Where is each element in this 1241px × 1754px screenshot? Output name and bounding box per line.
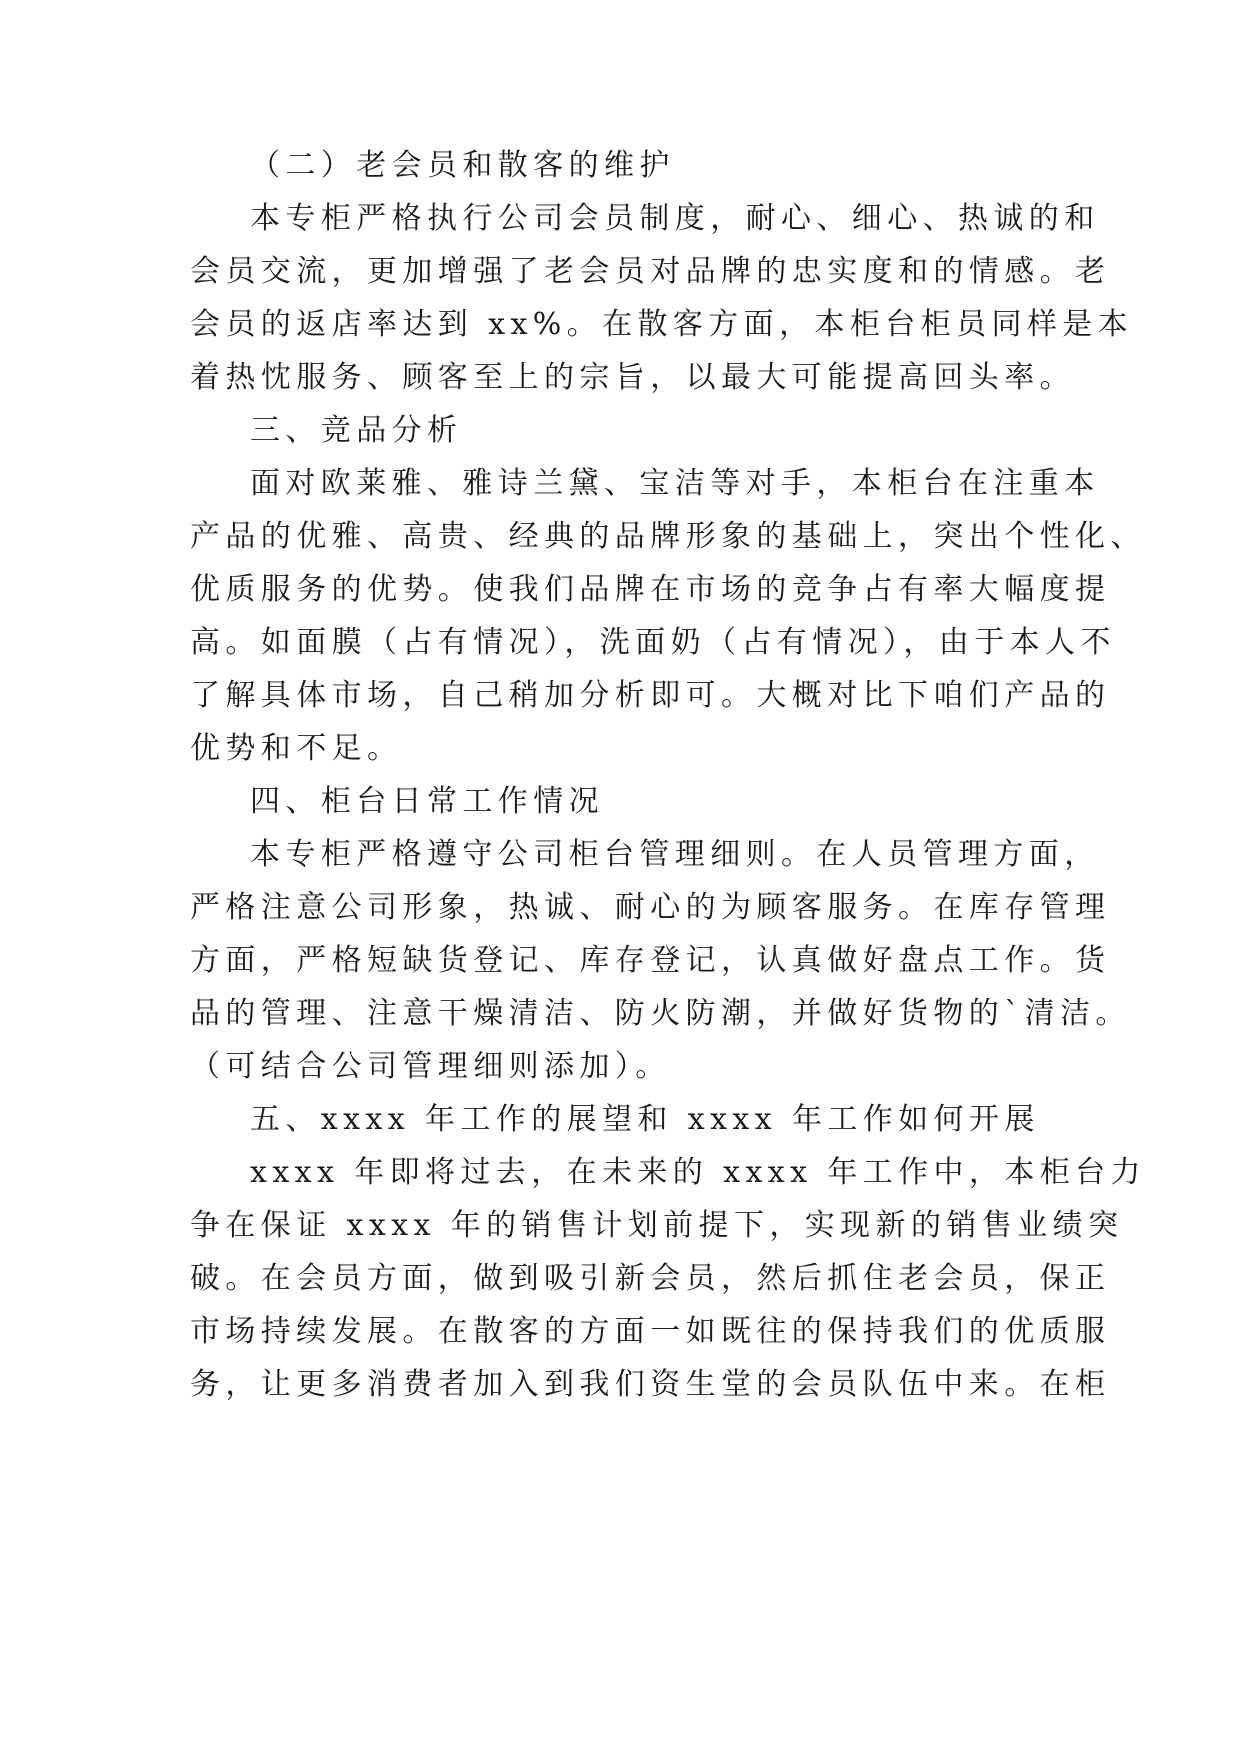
- paragraph-line: 本专柜严格执行公司会员制度，耐心、细心、热诚的和: [250, 201, 1100, 236]
- paragraph-line: 优势和不足。: [190, 731, 403, 766]
- paragraph-line: 产品的优雅、高贵、经典的品牌形象的基础上，突出个性化、: [190, 519, 1146, 554]
- section-heading-competitor-analysis: 三、竞品分析: [250, 413, 463, 448]
- paragraph-line: 面对欧莱雅、雅诗兰黛、宝洁等对手，本柜台在注重本: [250, 466, 1100, 501]
- paragraph-line: 品的管理、注意干燥清洁、防火防潮，并做好货物的`清洁。: [190, 996, 1131, 1031]
- paragraph-line: 会员的返店率达到 xx%。在散客方面，本柜台柜员同样是本: [190, 307, 1134, 342]
- paragraph-line: 务，让更多消费者加入到我们资生堂的会员队伍中来。在柜: [190, 1367, 1111, 1402]
- paragraph-line: 了解具体市场，自己稍加分析即可。大概对比下咱们产品的: [190, 678, 1111, 713]
- paragraph-line: 严格注意公司形象，热诚、耐心的为顾客服务。在库存管理: [190, 890, 1111, 925]
- paragraph-line: 高。如面膜（占有情况），洗面奶（占有情况），由于本人不: [190, 625, 1116, 660]
- paragraph-line: （可结合公司管理细则添加）。: [190, 1049, 671, 1084]
- paragraph-line: 方面，严格短缺货登记、库存登记，认真做好盘点工作。货: [190, 943, 1111, 978]
- section-heading-outlook: 五、xxxx 年工作的展望和 xxxx 年工作如何开展: [250, 1102, 1040, 1137]
- paragraph-line: 市场持续发展。在散客的方面一如既往的保持我们的优质服: [190, 1314, 1111, 1349]
- paragraph-line: 争在保证 xxxx 年的销售计划前提下，实现新的销售业绩突: [190, 1208, 1124, 1243]
- paragraph-line: 破。在会员方面，做到吸引新会员，然后抓住老会员，保正: [190, 1261, 1111, 1296]
- paragraph-line: 优质服务的优势。使我们品牌在市场的竞争占有率大幅度提: [190, 572, 1111, 607]
- section-heading-old-members: （二）老会员和散客的维护: [250, 148, 675, 183]
- paragraph-line: 本专柜严格遵守公司柜台管理细则。在人员管理方面，: [250, 837, 1100, 872]
- paragraph-line: xxxx 年即将过去，在未来的 xxxx 年工作中，本柜台力: [250, 1155, 1146, 1190]
- paragraph-line: 着热忱服务、顾客至上的宗旨，以最大可能提高回头率。: [190, 360, 1075, 395]
- section-heading-daily-work: 四、柜台日常工作情况: [250, 784, 604, 819]
- paragraph-line: 会员交流，更加增强了老会员对品牌的忠实度和的情感。老: [190, 254, 1111, 289]
